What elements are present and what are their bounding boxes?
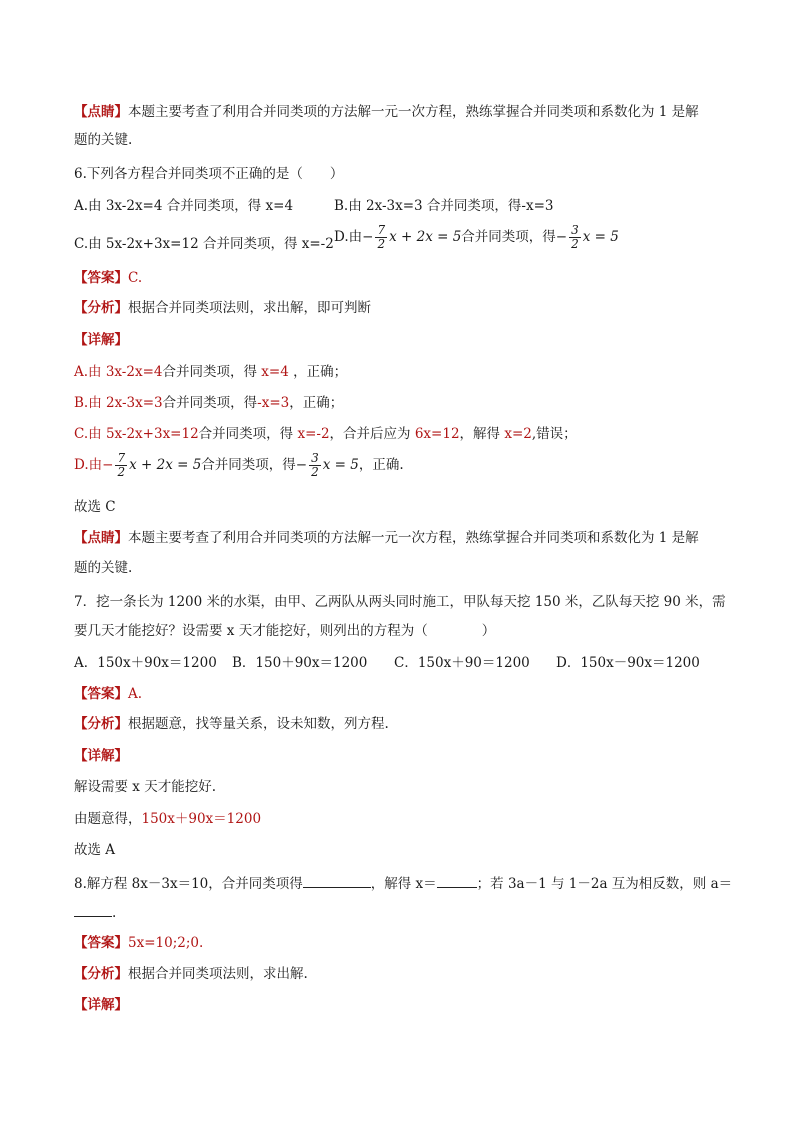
- analysis-text: 根据题意，找等量关系，设未知数，列方程.: [128, 716, 389, 732]
- frac-num: 3: [311, 451, 319, 465]
- q8-blank-2[interactable]: [437, 873, 477, 888]
- q7-option-d: D．150x－90x＝1200: [556, 655, 700, 671]
- q6-dianjing: [74, 528, 734, 548]
- q6-option-d-fraction2: [569, 224, 581, 251]
- answer-tag: 【答案】: [74, 686, 128, 702]
- q6-choose: 故选 C: [74, 499, 116, 515]
- q8-blank-1[interactable]: [303, 873, 371, 888]
- detail-a-prefix: A.由: [74, 364, 106, 380]
- q6-option-a: A.由 3x-2x=4 合并同类项，得 x=4: [74, 198, 294, 214]
- detail-b-prefix: B.由: [74, 395, 107, 411]
- answer-tag: 【答案】: [74, 935, 128, 951]
- answer-value: C.: [128, 270, 143, 286]
- q6-detail-b: [74, 393, 734, 413]
- dianjing-tag: 【点睛】: [74, 104, 128, 120]
- q6-detail-a: [74, 362, 734, 382]
- detail-2-prefix: 由题意得，: [74, 811, 142, 827]
- detail-c-prefix: C.由: [74, 426, 106, 442]
- q7-option-c: C．150x＋90＝1200: [394, 655, 530, 671]
- detail-d-fraction2: [309, 452, 321, 479]
- q8-stem-b: ，解得 x＝: [370, 876, 437, 892]
- q6-detail-tag: [74, 330, 734, 350]
- analysis-tag: 【分析】: [74, 300, 128, 316]
- frac-num: 7: [377, 223, 386, 237]
- q8-stem-a: 8.解方程 8x－3x＝10，合并同类项得: [74, 876, 303, 892]
- q7-answer: [74, 684, 734, 704]
- detail-c-text3: ，解得: [459, 426, 505, 442]
- q6-analysis: [74, 298, 734, 318]
- frac-den: 2: [311, 465, 319, 479]
- frac-num: 7: [117, 451, 126, 465]
- q6-option-d-fraction: [375, 224, 387, 251]
- q7-stem-2: 要几天才能挖好？设需要 x 天才能挖好，则列出的方程为（ ）: [74, 623, 496, 639]
- q6-option-c: C.由 5x-2x+3x=12 合并同类项，得 x=-2: [74, 236, 334, 252]
- dianjing-tag: 【点睛】: [74, 530, 128, 546]
- detail-c-result3: x=2: [504, 426, 532, 442]
- detail-2-eq: 150x＋90x＝1200: [141, 811, 262, 827]
- q6-option-d-end: x = 5: [582, 229, 619, 245]
- q7-analysis: [74, 714, 734, 734]
- analysis-tag: 【分析】: [74, 716, 128, 732]
- q7-choose: 故选 A: [74, 842, 116, 858]
- frac-den: 2: [117, 465, 126, 479]
- detail-tag: 【详解】: [74, 332, 128, 348]
- dianjing-text: 本题主要考查了利用合并同类项的方法解一元一次方程，熟练掌握合并同类项和系数化为 1 是解: [128, 104, 699, 120]
- dianjing-top-cont: 题的关键.: [74, 132, 133, 148]
- q8-stem-end: .: [112, 905, 117, 921]
- detail-c-text: 合并同类项，得: [198, 426, 298, 442]
- detail-tag: 【详解】: [74, 997, 128, 1013]
- answer-value: A.: [128, 686, 143, 702]
- detail-c-end: ,错误；: [531, 426, 577, 442]
- detail-d-fraction: [115, 452, 127, 479]
- detail-a-eq: 3x-2x=4: [105, 364, 163, 380]
- detail-tag: 【详解】: [74, 748, 128, 764]
- q6-dianjing-cont: 题的关键.: [74, 560, 133, 576]
- detail-d-eq: x + 2x = 5: [129, 457, 202, 473]
- q6-detail-d: [74, 452, 734, 492]
- detail-a-result: x=4: [261, 364, 289, 380]
- answer-tag: 【答案】: [74, 270, 128, 286]
- analysis-text: 根据合并同类项法则，求出解.: [128, 966, 308, 982]
- q6-detail-c: [74, 424, 734, 444]
- q8-analysis: [74, 964, 734, 984]
- detail-c-result2: 6x=12: [414, 426, 460, 442]
- q6-stem: 6.下列各方程合并同类项不正确的是（ ）: [74, 166, 344, 182]
- q7-detail-tag: [74, 746, 734, 766]
- analysis-tag: 【分析】: [74, 966, 128, 982]
- frac-num: 3: [571, 223, 579, 237]
- analysis-text: 根据合并同类项法则，求出解，即可判断: [128, 300, 371, 316]
- detail-d-end: ，正确.: [358, 457, 404, 473]
- q8-stem-2: [74, 902, 734, 923]
- frac-den: 2: [377, 237, 386, 251]
- q6-option-d-prefix: D.由−: [334, 229, 374, 245]
- q8-stem-1: [74, 873, 734, 894]
- q6-option-d-eq: x + 2x = 5: [389, 229, 462, 245]
- q7-detail-2: [74, 809, 734, 829]
- q7-option-b: B．150＋90x＝1200: [232, 655, 368, 671]
- frac-den: 2: [571, 237, 579, 251]
- q6-option-d: [334, 224, 619, 251]
- q8-stem-c: ；若 3a－1 与 1－2a 互为相反数，则 a＝: [476, 876, 733, 892]
- q7-option-a: A．150x＋90x＝1200: [74, 655, 217, 671]
- q8-detail-tag: [74, 995, 734, 1015]
- q8-answer: [74, 933, 734, 953]
- detail-b-text: 合并同类项，得: [162, 395, 258, 411]
- detail-d-text: 合并同类项，得−: [201, 457, 308, 473]
- q7-stem-1: 7．挖一条长为 1200 米的水渠，由甲、乙两队从两头同时施工，甲队每天挖 150 米，乙队每天挖 90 米，需: [74, 594, 726, 610]
- q6-options-row2: [74, 224, 734, 264]
- q6-option-b: B.由 2x-3x=3 合并同类项，得-x=3: [334, 198, 554, 214]
- dianjing-text: 本题主要考查了利用合并同类项的方法解一元一次方程，熟练掌握合并同类项和系数化为 1 是解: [128, 530, 699, 546]
- q6-answer: [74, 268, 734, 288]
- detail-a-end: ，正确；: [288, 364, 348, 380]
- q6-option-d-text: 合并同类项，得−: [461, 229, 568, 245]
- detail-a-text: 合并同类项，得: [162, 364, 262, 380]
- answer-value: 5x=10;2;0.: [128, 935, 204, 951]
- detail-c-result: x=-2: [297, 426, 330, 442]
- q7-detail-1: 解设需要 x 天才能挖好.: [74, 779, 216, 795]
- detail-d-prefix: D.由−: [74, 457, 114, 473]
- detail-c-text2: ，合并后应为: [329, 426, 415, 442]
- detail-b-result: -x=3: [257, 395, 290, 411]
- detail-b-end: ，正确；: [289, 395, 344, 411]
- detail-d-eq2: x = 5: [322, 457, 359, 473]
- q8-blank-3[interactable]: [74, 902, 112, 917]
- detail-b-eq: 2x-3x=3: [106, 395, 163, 411]
- detail-c-eq: 5x-2x+3x=12: [105, 426, 199, 442]
- dianjing-top-line: [74, 102, 734, 122]
